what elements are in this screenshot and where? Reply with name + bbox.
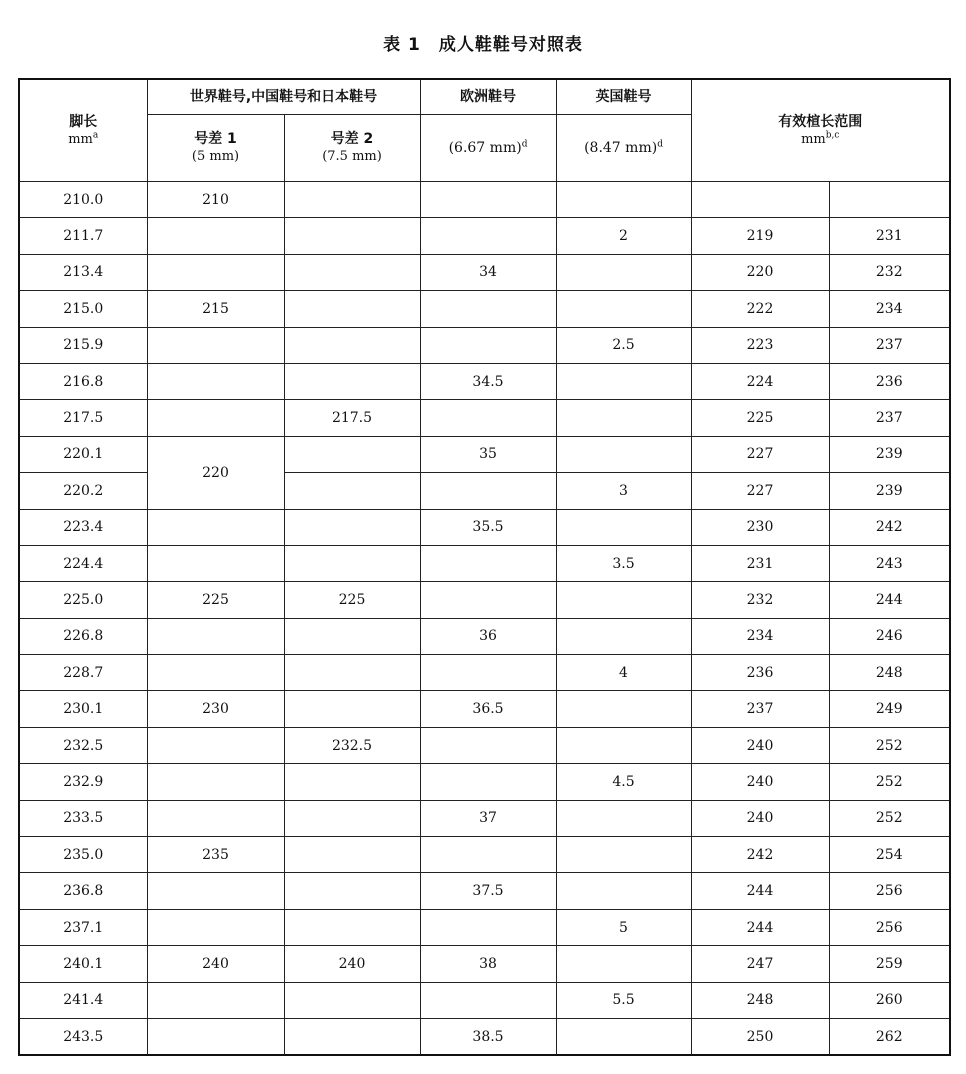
- cell-size-diff1: [147, 764, 284, 800]
- cell-size-diff2: [284, 1018, 420, 1055]
- cell-size-diff1: 230: [147, 691, 284, 727]
- cell-size-diff1: [147, 254, 284, 290]
- cell-size-diff2: [284, 909, 420, 945]
- cell-uk-size: [556, 436, 691, 472]
- cell-last-max: [829, 182, 950, 218]
- cell-europe-size: [420, 727, 556, 763]
- cell-uk-size: [556, 691, 691, 727]
- cell-last-max: 262: [829, 1018, 950, 1055]
- cell-size-diff1: [147, 800, 284, 836]
- cell-foot-length: 210.0: [19, 182, 147, 218]
- cell-last-max: 231: [829, 218, 950, 254]
- cell-foot-length: 211.7: [19, 218, 147, 254]
- cell-europe-size: [420, 582, 556, 618]
- cell-last-min: 230: [691, 509, 829, 545]
- header-europe-size: 欧洲鞋号: [420, 79, 556, 115]
- cell-europe-size: 36.5: [420, 691, 556, 727]
- foot-length-unit: $mm^a$: [68, 130, 99, 147]
- cell-foot-length: 236.8: [19, 873, 147, 909]
- cell-uk-size: 2.5: [556, 327, 691, 363]
- header-foot-length: [19, 79, 147, 182]
- cell-last-max: 256: [829, 909, 950, 945]
- header-diff-1: [147, 115, 284, 182]
- shoe-size-table: [18, 78, 951, 1056]
- cell-size-diff2: 232.5: [284, 727, 420, 763]
- header-row-1: [19, 79, 950, 115]
- cell-size-diff1: [147, 400, 284, 436]
- cell-size-diff1: 225: [147, 582, 284, 618]
- europe-footnote: d: [521, 139, 528, 150]
- cell-foot-length: 220.1: [19, 436, 147, 472]
- cell-uk-size: [556, 873, 691, 909]
- cell-europe-size: [420, 545, 556, 581]
- header-diff-2: [284, 115, 420, 182]
- diff1-label: 号差 1: [194, 131, 237, 147]
- cell-uk-size: [556, 618, 691, 654]
- cell-last-max: 232: [829, 254, 950, 290]
- table-row: [19, 946, 950, 982]
- cell-europe-size: [420, 837, 556, 873]
- cell-europe-size: [420, 982, 556, 1018]
- cell-uk-size: [556, 837, 691, 873]
- cell-last-max: 243: [829, 545, 950, 581]
- cell-last-min: [691, 182, 829, 218]
- cell-size-diff2: 225: [284, 582, 420, 618]
- cell-size-diff2: [284, 509, 420, 545]
- header-last-length-range: [691, 79, 950, 182]
- cell-uk-size: [556, 727, 691, 763]
- cell-last-min: 232: [691, 582, 829, 618]
- cell-foot-length: 215.0: [19, 291, 147, 327]
- cell-foot-length: 232.9: [19, 764, 147, 800]
- cell-size-diff1: [147, 218, 284, 254]
- cell-europe-size: [420, 327, 556, 363]
- cell-europe-size: 37: [420, 800, 556, 836]
- cell-last-max: 236: [829, 363, 950, 399]
- cell-europe-size: [420, 909, 556, 945]
- table-row: [19, 400, 950, 436]
- cell-uk-size: 3.5: [556, 545, 691, 581]
- cell-size-diff1: [147, 655, 284, 691]
- cell-foot-length: 235.0: [19, 837, 147, 873]
- table-title: 成人鞋鞋号对照表: [438, 35, 583, 55]
- cell-last-max: 252: [829, 800, 950, 836]
- cell-size-diff2: [284, 473, 420, 509]
- cell-size-diff1: 220: [147, 436, 284, 509]
- cell-size-diff1: 215: [147, 291, 284, 327]
- cell-last-max: 256: [829, 873, 950, 909]
- cell-size-diff2: [284, 254, 420, 290]
- cell-size-diff1: [147, 727, 284, 763]
- cell-size-diff1: 240: [147, 946, 284, 982]
- cell-uk-size: [556, 800, 691, 836]
- cell-last-max: 248: [829, 655, 950, 691]
- cell-last-max: 260: [829, 982, 950, 1018]
- table-row: [19, 363, 950, 399]
- cell-europe-size: 34: [420, 254, 556, 290]
- cell-last-min: 240: [691, 764, 829, 800]
- diff2-value: (7.5 mm): [322, 149, 382, 164]
- table-row: [19, 545, 950, 581]
- cell-last-max: 252: [829, 727, 950, 763]
- cell-size-diff2: [284, 655, 420, 691]
- cell-size-diff2: 217.5: [284, 400, 420, 436]
- table-caption: [0, 30, 966, 55]
- cell-last-min: 219: [691, 218, 829, 254]
- cell-last-min: 225: [691, 400, 829, 436]
- cell-europe-size: 35: [420, 436, 556, 472]
- table-row: [19, 582, 950, 618]
- cell-foot-length: 224.4: [19, 545, 147, 581]
- header-uk-unit: (8.47 mm)$^d$: [556, 115, 691, 182]
- cell-foot-length: 228.7: [19, 655, 147, 691]
- cell-foot-length: 220.2: [19, 473, 147, 509]
- cell-last-min: 237: [691, 691, 829, 727]
- range-label: 有效楦长范围: [778, 113, 863, 130]
- cell-uk-size: 4.5: [556, 764, 691, 800]
- cell-uk-size: [556, 400, 691, 436]
- cell-last-min: 220: [691, 254, 829, 290]
- cell-europe-size: 37.5: [420, 873, 556, 909]
- table-row: [19, 873, 950, 909]
- cell-foot-length: 232.5: [19, 727, 147, 763]
- cell-size-diff1: [147, 1018, 284, 1055]
- cell-last-min: 244: [691, 873, 829, 909]
- cell-last-min: 222: [691, 291, 829, 327]
- cell-size-diff2: [284, 764, 420, 800]
- cell-uk-size: [556, 582, 691, 618]
- cell-size-diff2: [284, 182, 420, 218]
- cell-size-diff2: [284, 982, 420, 1018]
- range-footnote: b,c: [825, 130, 840, 141]
- cell-last-min: 234: [691, 618, 829, 654]
- cell-last-min: 240: [691, 727, 829, 763]
- cell-europe-size: 35.5: [420, 509, 556, 545]
- cell-europe-size: [420, 291, 556, 327]
- table-row: [19, 327, 950, 363]
- cell-size-diff1: [147, 982, 284, 1018]
- cell-last-min: 227: [691, 436, 829, 472]
- table-row: [19, 691, 950, 727]
- cell-uk-size: 5: [556, 909, 691, 945]
- cell-last-min: 227: [691, 473, 829, 509]
- foot-length-label: 脚长: [69, 113, 98, 130]
- diff2-label: 号差 2: [330, 131, 374, 147]
- cell-size-diff2: [284, 873, 420, 909]
- cell-uk-size: 2: [556, 218, 691, 254]
- cell-foot-length: 243.5: [19, 1018, 147, 1055]
- cell-foot-length: 217.5: [19, 400, 147, 436]
- header-europe-unit: (6.67 mm)$^d$: [420, 115, 556, 182]
- cell-size-diff1: [147, 909, 284, 945]
- cell-last-max: 242: [829, 509, 950, 545]
- header-world-size-group: 世界鞋号,中国鞋号和日本鞋号: [147, 79, 420, 115]
- uk-footnote: d: [657, 139, 663, 150]
- cell-size-diff2: [284, 691, 420, 727]
- cell-last-max: 252: [829, 764, 950, 800]
- cell-last-min: 242: [691, 837, 829, 873]
- cell-last-max: 259: [829, 946, 950, 982]
- cell-last-min: 231: [691, 545, 829, 581]
- cell-size-diff2: [284, 436, 420, 472]
- cell-size-diff1: [147, 363, 284, 399]
- cell-size-diff1: [147, 618, 284, 654]
- foot-length-footnote: a: [92, 130, 99, 141]
- cell-uk-size: [556, 182, 691, 218]
- cell-foot-length: 223.4: [19, 509, 147, 545]
- cell-europe-size: 34.5: [420, 363, 556, 399]
- cell-size-diff2: [284, 363, 420, 399]
- table-number: 表 1: [383, 35, 421, 55]
- cell-europe-size: 38: [420, 946, 556, 982]
- cell-last-max: 239: [829, 436, 950, 472]
- table-row: [19, 509, 950, 545]
- cell-last-max: 239: [829, 473, 950, 509]
- cell-last-min: 223: [691, 327, 829, 363]
- cell-last-max: 237: [829, 327, 950, 363]
- cell-size-diff1: [147, 327, 284, 363]
- cell-last-min: 248: [691, 982, 829, 1018]
- cell-europe-size: [420, 182, 556, 218]
- cell-size-diff2: [284, 618, 420, 654]
- cell-uk-size: 4: [556, 655, 691, 691]
- cell-foot-length: 233.5: [19, 800, 147, 836]
- cell-size-diff2: [284, 800, 420, 836]
- diff1-value: (5 mm): [191, 149, 240, 164]
- cell-last-min: 247: [691, 946, 829, 982]
- cell-last-min: 236: [691, 655, 829, 691]
- cell-size-diff2: 240: [284, 946, 420, 982]
- range-unit: mm$^{b,c}$: [801, 130, 840, 147]
- cell-uk-size: [556, 291, 691, 327]
- cell-last-max: 237: [829, 400, 950, 436]
- cell-size-diff2: [284, 218, 420, 254]
- cell-last-max: 249: [829, 691, 950, 727]
- cell-last-max: 244: [829, 582, 950, 618]
- table-row: [19, 655, 950, 691]
- cell-europe-size: [420, 473, 556, 509]
- table-row: [19, 218, 950, 254]
- cell-uk-size: [556, 254, 691, 290]
- table-body: [19, 182, 950, 1056]
- table-row: [19, 909, 950, 945]
- header-uk-size: 英国鞋号: [556, 79, 691, 115]
- cell-uk-size: [556, 363, 691, 399]
- cell-foot-length: 215.9: [19, 327, 147, 363]
- cell-foot-length: 213.4: [19, 254, 147, 290]
- cell-europe-size: 38.5: [420, 1018, 556, 1055]
- cell-europe-size: [420, 655, 556, 691]
- cell-size-diff2: [284, 291, 420, 327]
- table-row: [19, 436, 950, 472]
- table-row: [19, 254, 950, 290]
- cell-last-min: 250: [691, 1018, 829, 1055]
- table-row: [19, 1018, 950, 1055]
- cell-uk-size: [556, 946, 691, 982]
- cell-europe-size: [420, 218, 556, 254]
- cell-foot-length: 237.1: [19, 909, 147, 945]
- cell-last-min: 244: [691, 909, 829, 945]
- cell-last-max: 246: [829, 618, 950, 654]
- cell-foot-length: 225.0: [19, 582, 147, 618]
- table-row: [19, 618, 950, 654]
- cell-size-diff1: 235: [147, 837, 284, 873]
- cell-uk-size: [556, 1018, 691, 1055]
- cell-europe-size: [420, 400, 556, 436]
- cell-foot-length: 241.4: [19, 982, 147, 1018]
- cell-size-diff2: [284, 545, 420, 581]
- table-row: [19, 800, 950, 836]
- cell-europe-size: [420, 764, 556, 800]
- cell-size-diff2: [284, 837, 420, 873]
- cell-last-min: 224: [691, 363, 829, 399]
- cell-uk-size: 5.5: [556, 982, 691, 1018]
- table-row: [19, 982, 950, 1018]
- cell-size-diff1: [147, 509, 284, 545]
- cell-foot-length: 226.8: [19, 618, 147, 654]
- cell-foot-length: 240.1: [19, 946, 147, 982]
- table-row: [19, 182, 950, 218]
- cell-foot-length: 230.1: [19, 691, 147, 727]
- table-row: [19, 837, 950, 873]
- cell-europe-size: 36: [420, 618, 556, 654]
- cell-last-max: 254: [829, 837, 950, 873]
- cell-uk-size: 3: [556, 473, 691, 509]
- cell-uk-size: [556, 509, 691, 545]
- cell-size-diff1: 210: [147, 182, 284, 218]
- cell-last-max: 234: [829, 291, 950, 327]
- cell-last-min: 240: [691, 800, 829, 836]
- cell-size-diff1: [147, 873, 284, 909]
- table-row: [19, 727, 950, 763]
- table-row: [19, 291, 950, 327]
- table-row: [19, 764, 950, 800]
- cell-size-diff1: [147, 545, 284, 581]
- cell-size-diff2: [284, 327, 420, 363]
- cell-foot-length: 216.8: [19, 363, 147, 399]
